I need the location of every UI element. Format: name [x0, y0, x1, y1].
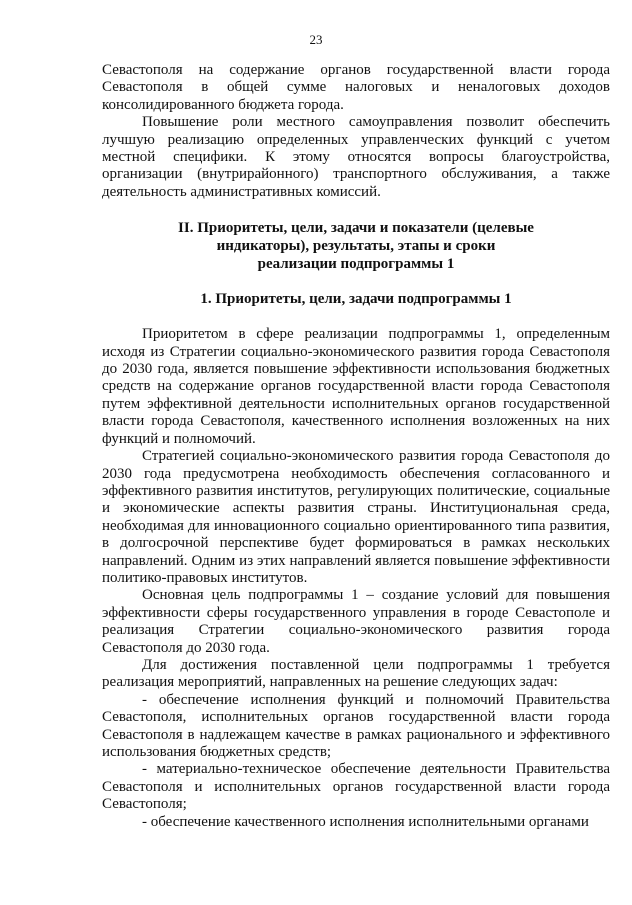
section-heading-line-1: II. Приоритеты, цели, задачи и показатели (целевые	[178, 220, 534, 237]
paragraph-body-3: Основная цель подпрограммы 1 – создание условий для повышения эффективности сферы государственного управления в городе Севастополе и реализация Стратегии социально-экономического развития города Севастополя до 2030 года.	[102, 587, 610, 656]
paragraph-body-2: Стратегией социально-экономического развития города Севастополя до 2030 года предусмотрена необходимость обеспечения согласованного и эффективного развития институтов, регулирующих политические, социальные и экономические аспекты развития страны. Институциональная среда, необходимая для инновационного социально ориентированного типа развития, в долгосрочной перспективе будет формироваться в рамках нескольких направлений. Одним из этих направлений является повышение эффективности политико-правовых институтов.	[102, 448, 610, 586]
page-content	[102, 62, 610, 831]
list-item-task-2: - материально-техническое обеспечение деятельности Правительства Севастополя и исполнительных органов государственной власти города Севастополя;	[102, 761, 610, 813]
page-number: 23	[309, 32, 323, 47]
paragraph-body-4: Для достижения поставленной цели подпрограммы 1 требуется реализация мероприятий, направленных на решение следующих задач:	[102, 656, 610, 691]
section-heading-line-2: индикаторы), результаты, этапы и сроки	[216, 238, 496, 255]
list-item-task-3: - обеспечение качественного исполнения исполнительными органами	[142, 813, 589, 830]
paragraph-intro-2: Повышение роли местного самоуправления позволит обеспечить лучшую реализацию определенных управленческих функций с учетом местной специфики. К этому относятся вопросы благоустройства, организации (внутрирайонного) транспортного обслуживания, а также деятельность административных комиссий.	[102, 114, 610, 200]
paragraph-intro-1: Севастополя на содержание органов государственной власти города Севастополя в общей сумме налоговых и неналоговых доходов консолидированного бюджета города.	[102, 62, 610, 113]
list-item-task-1: - обеспечение исполнения функций и полномочий Правительства Севастополя, исполнительных органов государственной власти города Севастополя в надлежащем качестве в рамках рационального и эффективного использования бюджетных средств;	[102, 691, 610, 760]
section-heading	[102, 219, 610, 273]
paragraph-body-1: Приоритетом в сфере реализации подпрограммы 1, определенным исходя из Стратегии социально-экономического развития города Севастополя до 2030 года, является повышение эффективности использования бюджетных средств на содержание органов государственной власти города Севастополя путем эффективной деятельности исполнительных органов государственной власти города Севастополя, качественного исполнения возложенных на них функций и полномочий.	[102, 326, 610, 447]
subsection-heading: 1. Приоритеты, цели, задачи подпрограммы 1	[200, 291, 512, 308]
section-heading-line-3: реализации подпрограммы 1	[257, 256, 455, 273]
